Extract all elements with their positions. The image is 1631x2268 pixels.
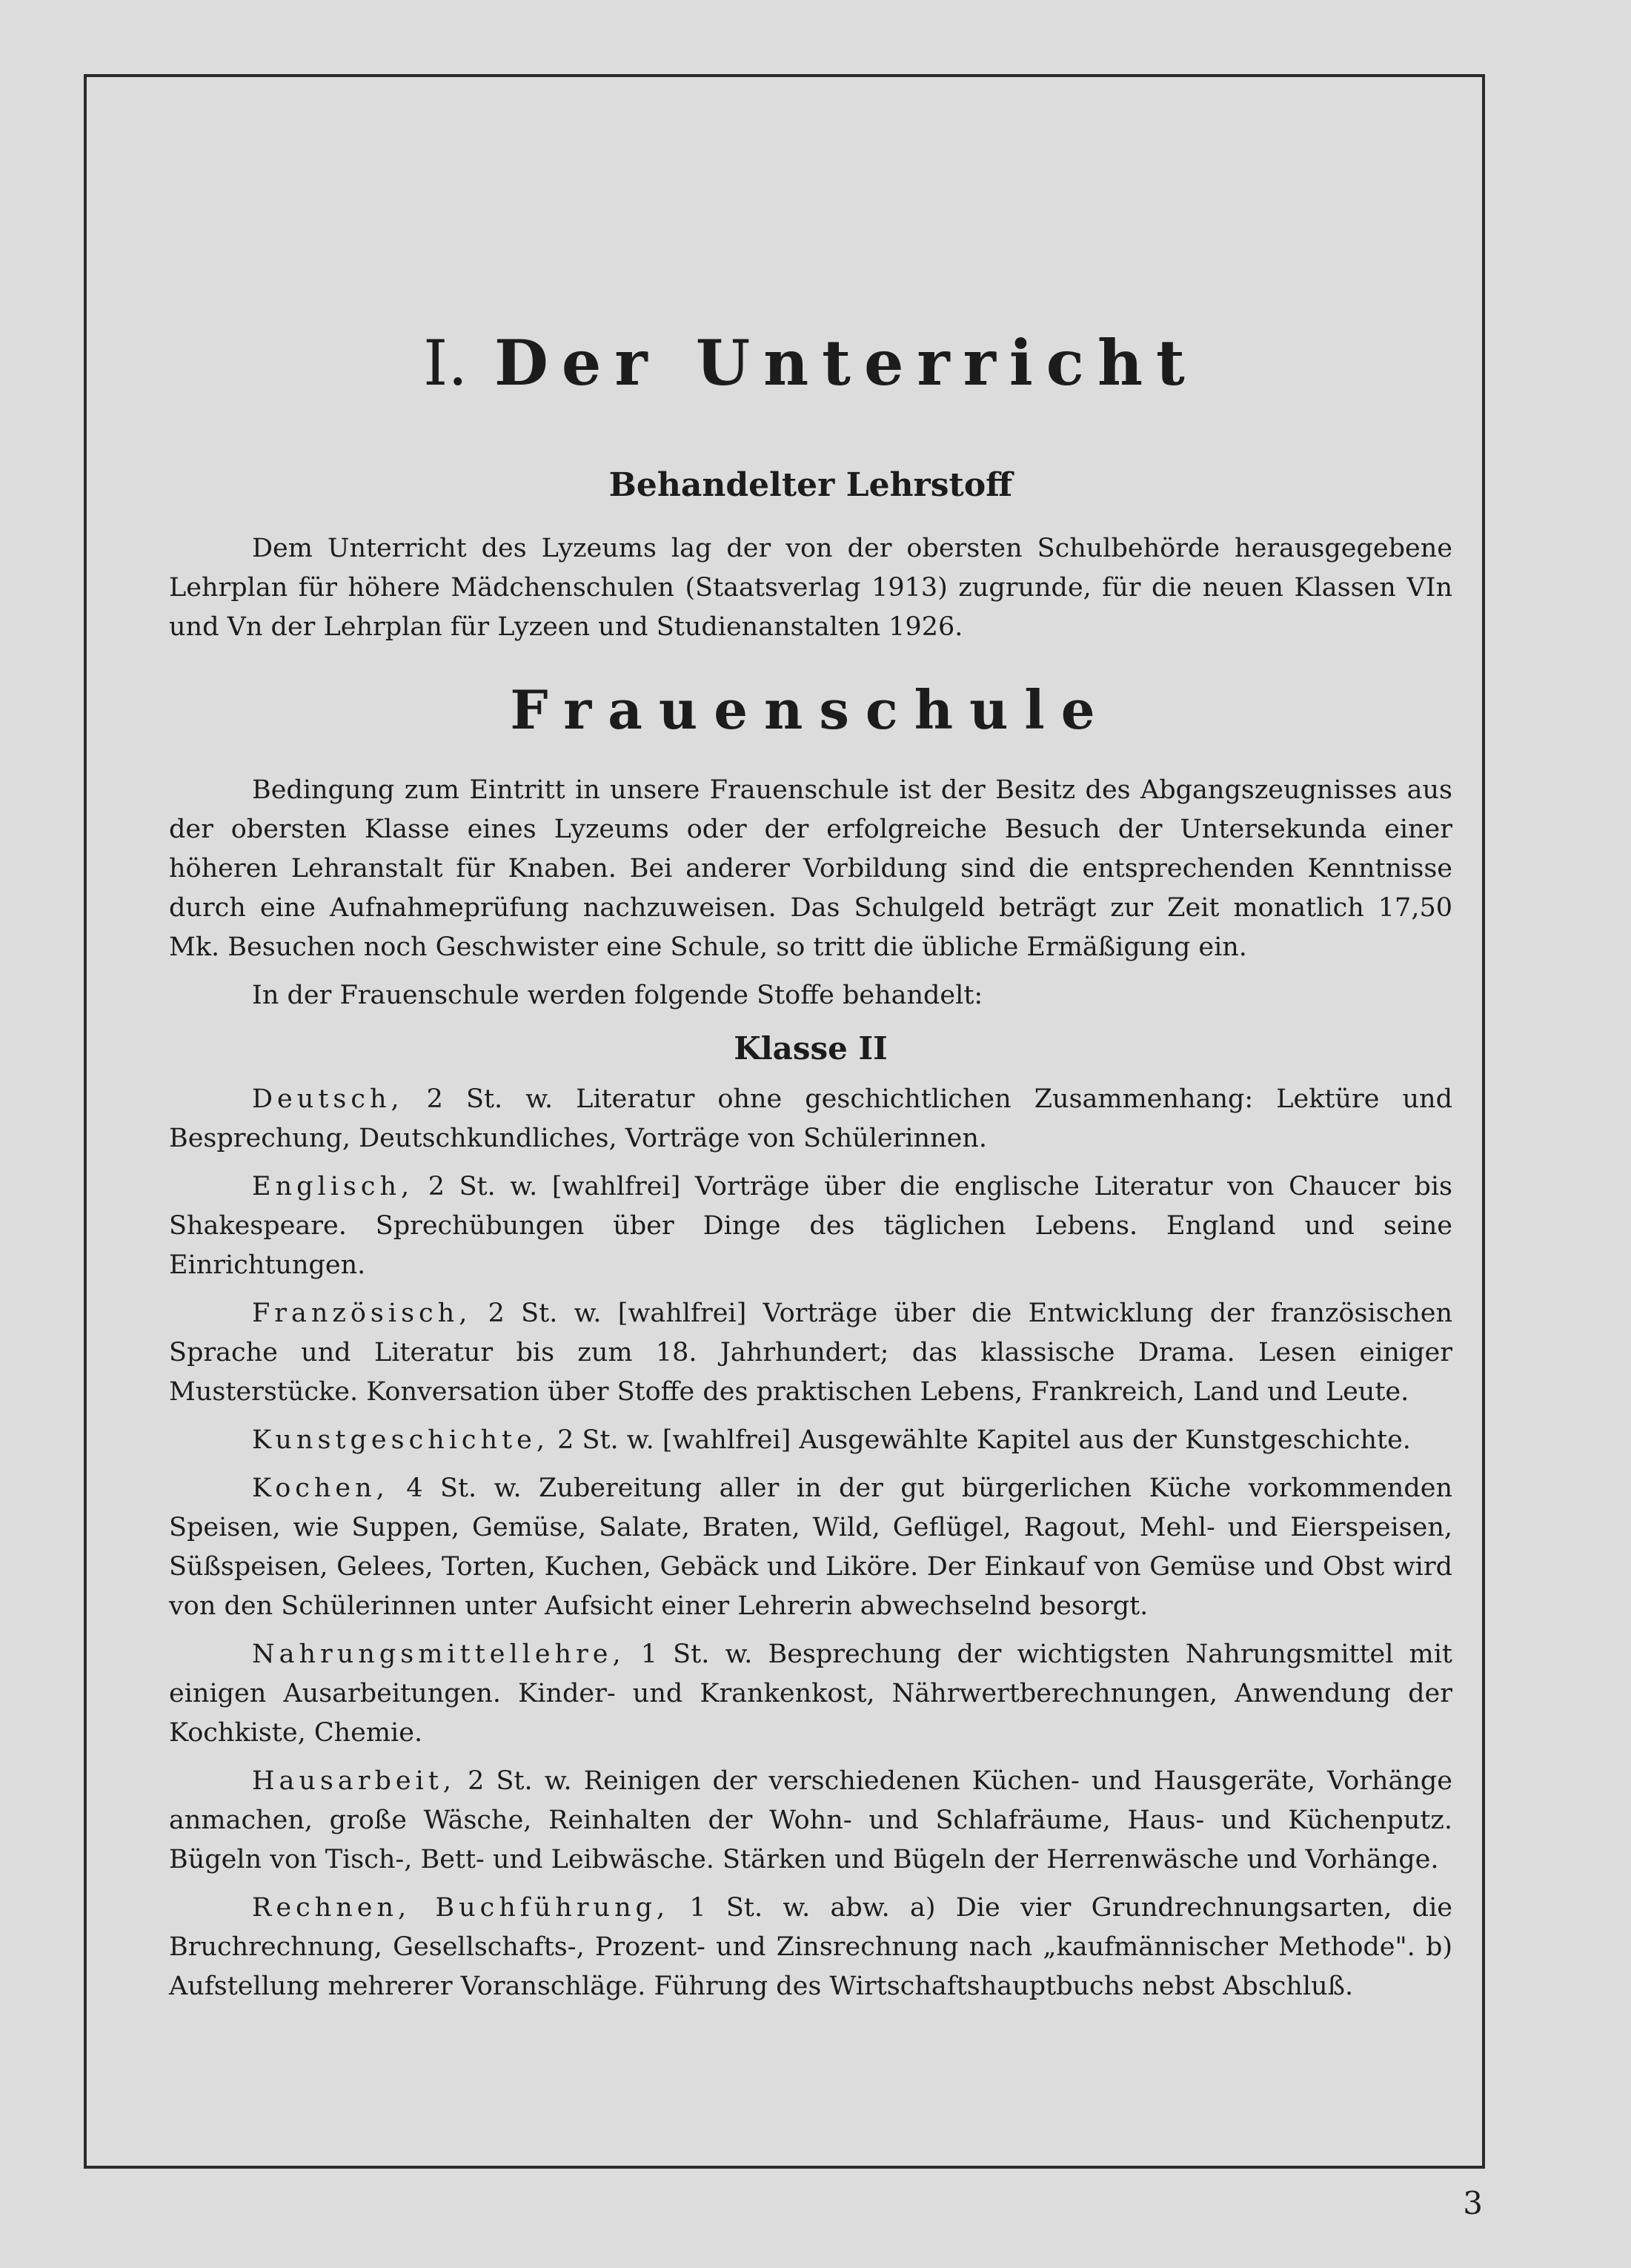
subject-name: Englisch, [252, 1172, 414, 1201]
class-heading: Klasse II [734, 1030, 888, 1067]
intro-paragraph: Dem Unterricht des Lyzeums lag der von der obersten Schulbehörde herausgegebene Lehrplan für höhere Mädchenschulen (Staatsverlag 1913) zugrunde, für die neuen Klassen VIn und Vn der Lehrplan für Lyzeen und Studienanstalten 1926. [169, 534, 1452, 642]
subject-paragraph [169, 1762, 1452, 1880]
subject-name: Rechnen, Buchführung, [252, 1893, 670, 1923]
subject-paragraph [169, 1469, 1452, 1626]
subject-paragraph [169, 1167, 1452, 1285]
subject-paragraph [169, 1080, 1452, 1158]
subject-text: 1 St. w. Besprechung der wichtigsten Nahrungsmittel mit einigen Ausarbeitungen. Kinder- und Krankenkost, Nährwertberechnungen, Anwendung der Kochkiste, Chemie. [169, 1639, 1452, 1748]
subject-text: 4 St. w. Zubereitung aller in der gut bürgerlichen Küche vorkommenden Speisen, wie Suppen, Gemüse, Salate, Braten, Wild, Geflügel, Ragout, Mehl- und Eierspeisen, Süßspeisen, Gelees, Torten, Kuchen, Gebäck und Liköre. Der Einkauf von Gemüse und Obst wird von den Schülerinnen unter Aufsicht einer Lehrerin abwechselnd besorgt. [169, 1473, 1452, 1621]
subject-text: 2 St. w. Literatur ohne geschichtlichen Zusammenhang: Lektüre und Besprechung, Deutschkundliches, Vorträge von Schülerinnen. [169, 1084, 1452, 1153]
subject-text: 2 St. w. [wahlfrei] Vorträge über die englische Literatur von Chaucer bis Shakespeare. Sprechübungen über Dinge des täglichen Lebens. England und seine Einrichtungen. [169, 1172, 1452, 1280]
subject-paragraph [169, 1294, 1452, 1412]
subtitle: Behandelter Lehrstoff [608, 466, 1013, 504]
subject-paragraph [169, 1889, 1452, 2006]
subject-text: 2 St. w. [wahlfrei] Ausgewählte Kapitel aus der Kunstgeschichte. [557, 1425, 1411, 1455]
subject-name: Deutsch, [252, 1084, 404, 1114]
section-heading: Frauenschule [510, 678, 1112, 741]
chapter-title [169, 326, 1452, 399]
subject-name: Nahrungsmittellehre, [252, 1639, 625, 1669]
subject-text: 1 St. w. abw. a) Die vier Grundrechnungsarten, die Bruchrechnung, Gesellschafts-, Prozent- und Zinsrechnung nach „kaufmännischer Methode". b) Aufstellung mehrerer Voranschläge. Führung des Wirtschaftshauptbuchs nebst Abschluß. [169, 1893, 1452, 2001]
page-number: 3 [1463, 2185, 1483, 2221]
page-content [169, 326, 1452, 2006]
admission-paragraph: Bedingung zum Eintritt in unsere Frauenschule ist der Besitz des Abgangszeugnisses aus der obersten Klasse eines Lyzeums oder der erfolgreiche Besuch der Untersekunda einer höheren Lehranstalt für Knaben. Bei anderer Vorbildung sind die entsprechenden Kenntnisse durch eine Aufnahmeprüfung nachzuweisen. Das Schulgeld beträgt zur Zeit monatlich 17,50 Mk. Besuchen noch Geschwister eine Schule, so tritt die übliche Ermäßigung ein. [169, 775, 1452, 962]
subject-paragraph [169, 1635, 1452, 1753]
subject-name: Französisch, [252, 1299, 472, 1328]
subject-name: Kochen, [252, 1473, 389, 1503]
subject-text: 2 St. w. Reinigen der verschiedenen Küchen- und Hausgeräte, Vorhänge anmachen, große Wäsche, Reinhalten der Wohn- und Schlafräume, Haus- und Küchenputz. Bügeln von Tisch-, Bett- und Leibwäsche. Stärken und Bügeln der Herrenwäsche und Vorhänge. [169, 1766, 1452, 1874]
subjects-intro: In der Frauenschule werden folgende Stoffe behandelt: [252, 981, 983, 1010]
subject-text: 2 St. w. [wahlfrei] Vorträge über die Entwicklung der französischen Sprache und Literatur bis zum 18. Jahrhundert; das klassische Drama. Lesen einiger Musterstücke. Konversation über Stoffe des praktischen Lebens, Frankreich, Land und Leute. [169, 1299, 1452, 1407]
subject-name: Hausarbeit, [252, 1766, 456, 1796]
chapter-title-text: Der Unterricht [494, 326, 1198, 399]
chapter-numeral: I. [423, 327, 468, 399]
subject-name: Kunstgeschichte, [252, 1425, 549, 1455]
subject-paragraph [169, 1421, 1452, 1460]
